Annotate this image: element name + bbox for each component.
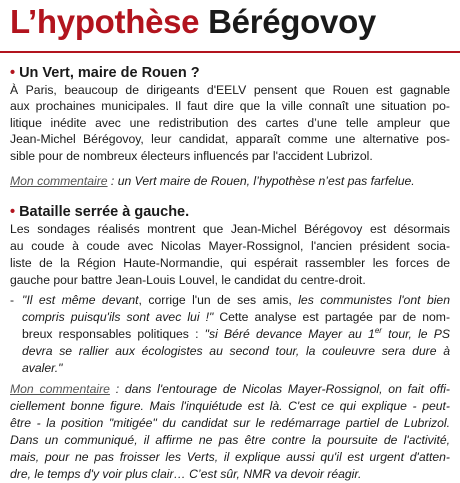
comment-label: Mon commentaire [10, 174, 108, 188]
bullet-icon: • [10, 65, 16, 81]
section2-line: au coude à coude avec Nicolas Mayer-Rossignol, l'ancien président socia- [10, 239, 450, 253]
comment-text: : dans l'entourage de Nicolas Mayer-Rossignol, on fait offi- [109, 382, 450, 396]
title-dark-part: Bérégovoy [208, 3, 376, 40]
quote-line [22, 326, 450, 342]
comment-line: être - la position "mitigée" du candidat sur le redémarrage partiel de Lubrizol. [10, 416, 450, 430]
quote-italic: tour, le PS [381, 327, 450, 341]
quote-line [10, 292, 450, 308]
quote-line: devra se rallier aux écologistes au second tour, la couleuvre sera dure à [22, 344, 450, 358]
section2-heading [10, 203, 189, 221]
article-title [10, 0, 376, 44]
section1-line: À Paris, beaucoup de dirigeants d'EELV pensent que Rouen est gagnable [10, 83, 450, 97]
section1-heading-text: Un Vert, maire de Rouen ? [19, 65, 200, 81]
section1-line: litique inédite avec une redistribution des cartes d’une telle ampleur que [10, 116, 450, 130]
comment-line: ciellement bonne figure. Mais l'inquiétude est là. C'est ce qui explique - peut- [10, 399, 450, 413]
quote-italic: compris puisqu'ils sont avec lui !" [22, 310, 214, 324]
section1-comment [10, 173, 450, 189]
comment-label: Mon commentaire [10, 382, 110, 396]
quote-italic: les communistes l'ont bien [298, 293, 450, 307]
quote-text: Cette analyse est partagée par de nom- [213, 310, 450, 324]
superscript: er [374, 326, 382, 335]
comment-line: dre, le temps d'y voir plus clair… C’est sûr, NMR va devoir réagir. [10, 467, 362, 481]
section1-line: aux prochaines municipales. Il faut dire que la ville connaît une situation po- [10, 99, 450, 113]
quote-line: avaler." [22, 361, 63, 375]
comment-text: : un Vert maire de Rouen, l’hypothèse n’est pas farfelue. [107, 174, 415, 188]
quote-italic: "si Béré devance Mayer au 1 [204, 327, 375, 341]
quote-text: , corrige l'un de ses amis, [138, 293, 299, 307]
quote-italic: "Il est même devant [22, 293, 139, 307]
section2-line: Les sondages réalisés montrent que Jean-Michel Bérégovoy est désormais [10, 222, 450, 236]
title-underline [0, 51, 460, 53]
title-red-part: L’hypothèse [10, 3, 200, 40]
comment-line: mais, pour ne pas froisser les Verts, il explique aussi qu'il est urgent d'atten- [10, 450, 450, 464]
section1-line: sible pour de nombreux électeurs influencés par l'accident Lubrizol. [10, 149, 373, 163]
quote-text: breux responsables politiques : [22, 327, 205, 341]
quote-line [22, 309, 450, 325]
section2-line: liste de la Région Haute-Normandie, qui espérait rassembler les forces de [10, 256, 450, 270]
section2-line: gauche pour battre Jean-Louis Louvel, le candidat du centre-droit. [10, 273, 366, 287]
quote-dash: - [10, 293, 15, 307]
section2-heading-text: Bataille serrée à gauche. [19, 204, 190, 220]
bullet-icon: • [10, 204, 16, 220]
comment-line: Dans un communiqué, il affirme ne pas être contre la poursuite de l'activité, [10, 433, 450, 447]
section2-comment [10, 381, 450, 397]
section1-heading [10, 64, 200, 82]
section1-line: Jean-Michel Bérégovoy, leur candidat, apparaît comme une alternative pos- [10, 132, 450, 146]
